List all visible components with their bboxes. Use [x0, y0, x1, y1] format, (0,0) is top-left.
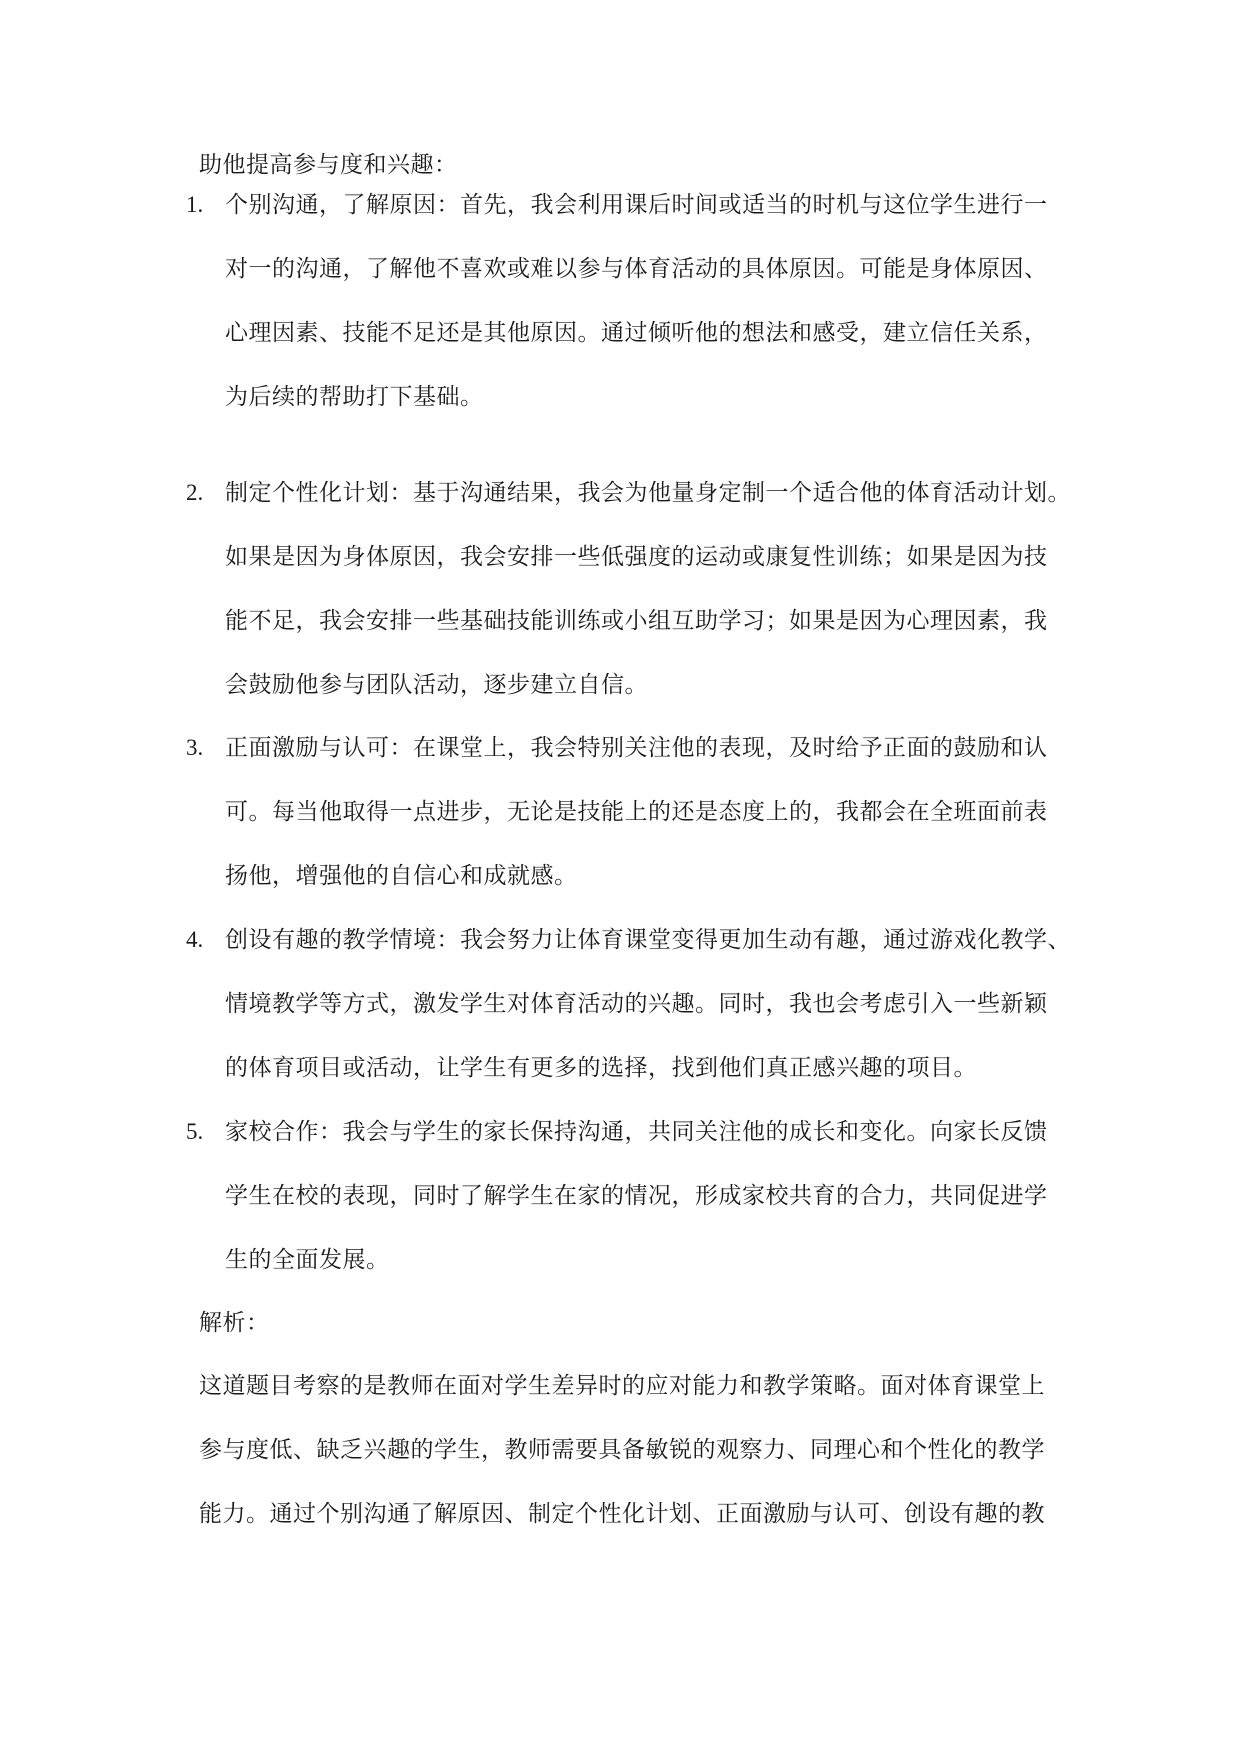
list-item-line: 的体育项目或活动，让学生有更多的选择，找到他们真正感兴趣的项目。 [225, 1055, 977, 1081]
list-item-line: 创设有趣的教学情境：我会努力让体育课堂变得更加生动有趣，通过游戏化教学、 [225, 927, 1071, 953]
list-item-body [225, 1100, 1085, 1292]
list-item-line: 家校合作：我会与学生的家长保持沟通，共同关注他的成长和变化。向家长反馈 [225, 1119, 1048, 1145]
list-item-body [225, 461, 1085, 717]
list-item-line: 个别沟通，了解原因：首先，我会利用课后时间或适当的时机与这位学生进行一 [225, 192, 1048, 218]
analysis-line: 参与度低、缺乏兴趣的学生，教师需要具备敏锐的观察力、同理心和个性化的教学 [199, 1437, 1045, 1463]
list-item-line: 情境教学等方式，激发学生对体育活动的兴趣。同时，我也会考虑引入一些新颖 [225, 991, 1048, 1017]
list-item-body [225, 173, 1085, 429]
list-item-line: 能不足，我会安排一些基础技能训练或小组互助学习；如果是因为心理因素，我 [225, 608, 1048, 634]
intro-text: 助他提高参与度和兴趣： [199, 152, 458, 178]
analysis-line: 能力。通过个别沟通了解原因、制定个性化计划、正面激励与认可、创设有趣的教 [199, 1501, 1045, 1527]
list-item-body [225, 908, 1085, 1100]
list-item-line: 对一的沟通，了解他不喜欢或难以参与体育活动的具体原因。可能是身体原因、 [225, 256, 1048, 282]
list-item-line: 生的全面发展。 [225, 1247, 390, 1273]
list-item-number: 1. [186, 192, 204, 217]
list-item-body [225, 716, 1085, 908]
list-item-line: 会鼓励他参与团队活动，逐步建立自信。 [225, 672, 648, 698]
list-item-number: 3. [186, 735, 204, 760]
list-item-line: 学生在校的表现，同时了解学生在家的情况，形成家校共育的合力，共同促进学 [225, 1183, 1048, 1209]
list-item-line: 制定个性化计划：基于沟通结果，我会为他量身定制一个适合他的体育活动计划。 [225, 480, 1071, 506]
analysis-paragraph [199, 1354, 1099, 1546]
list-item-line: 为后续的帮助打下基础。 [225, 384, 484, 410]
list-item-line: 可。每当他取得一点进步，无论是技能上的还是态度上的，我都会在全班面前表 [225, 799, 1048, 825]
analysis-line: 这道题目考察的是教师在面对学生差异时的应对能力和教学策略。面对体育课堂上 [199, 1373, 1045, 1399]
list-item-number: 4. [186, 927, 204, 952]
list-item-line: 如果是因为身体原因，我会安排一些低强度的运动或康复性训练；如果是因为技 [225, 544, 1048, 570]
list-item-line: 扬他，增强他的自信心和成就感。 [225, 863, 578, 889]
list-item-line: 正面激励与认可：在课堂上，我会特别关注他的表现，及时给予正面的鼓励和认 [225, 735, 1048, 761]
analysis-label: 解析： [199, 1310, 270, 1336]
list-item-number: 2. [186, 480, 204, 505]
list-item-number: 5. [186, 1119, 204, 1144]
list-item-line: 心理因素、技能不足还是其他原因。通过倾听他的想法和感受，建立信任关系， [225, 320, 1048, 346]
